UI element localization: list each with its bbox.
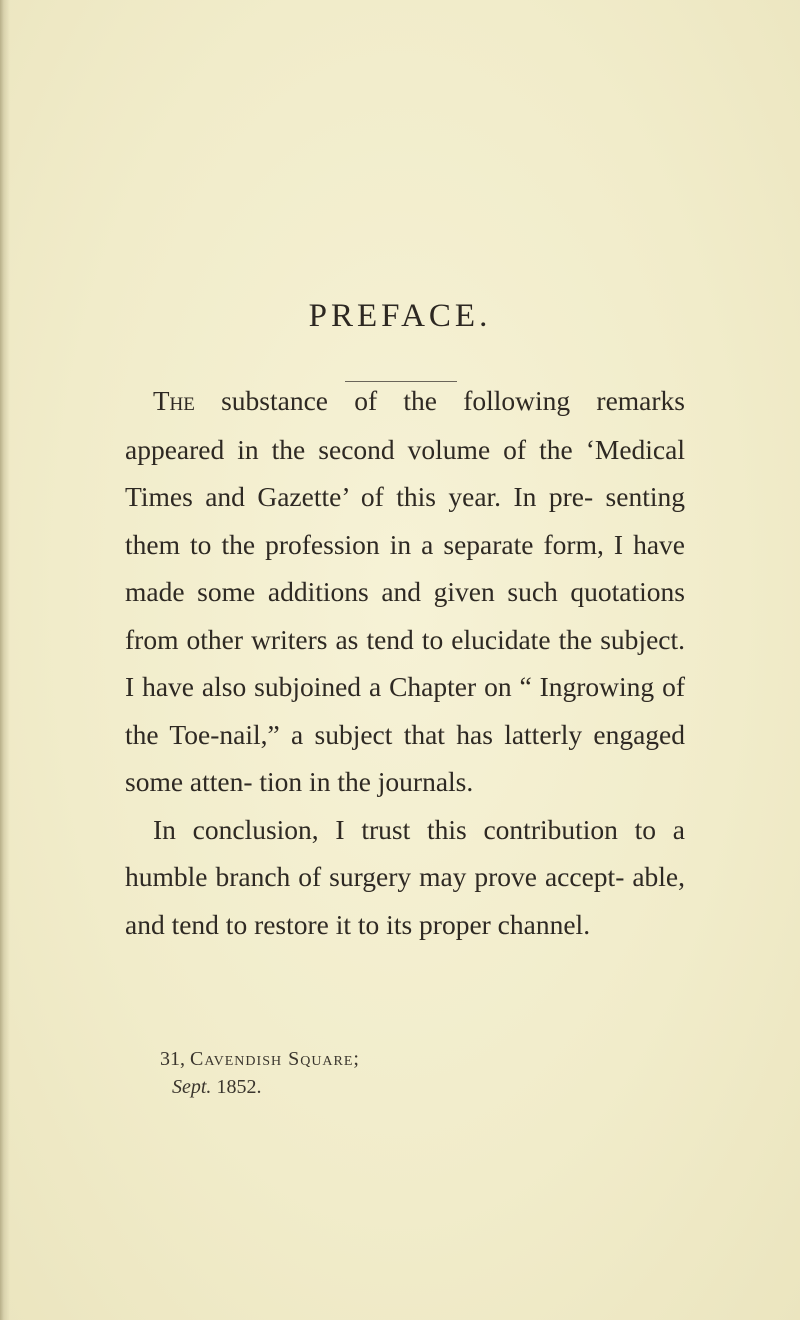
paragraph-1-text: substance of the following remarks appeared in the second volume of the ‘Medical Times and Gazette’ of this year. In pre- senting them to the profession in a separate form, I have made some additions and given such quotations from other writers as tend to elucidate the subject. I have also subjoined a Chapter on “ Ingrowing of the Toe-nail,” a subject that has latterly engaged some atten- tion in the journals. — [125, 385, 685, 797]
paragraph-1 — [125, 377, 685, 806]
page-spine-shadow — [0, 0, 10, 1320]
paragraph-2: In conclusion, I trust this contribution to a humble branch of surgery may prove accept- able, and tend to restore it to its proper channel. — [125, 813, 685, 940]
signature-date — [160, 1073, 360, 1101]
signature-block — [160, 1045, 360, 1101]
page-title: PREFACE. — [308, 298, 492, 334]
date-month: Sept. — [172, 1076, 212, 1098]
address-street: Cavendish Square; — [190, 1048, 360, 1070]
paragraph-1-lead-word: The — [153, 386, 195, 416]
address-number: 31, — [160, 1048, 185, 1070]
signature-address — [160, 1045, 360, 1073]
preface-body — [125, 377, 685, 948]
date-year: 1852. — [216, 1076, 262, 1098]
